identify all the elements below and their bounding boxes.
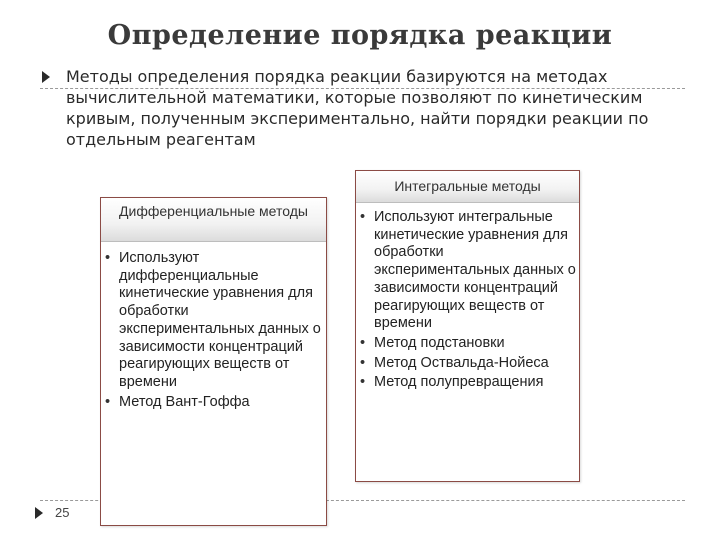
bullet-arrow-icon — [42, 71, 50, 83]
list-item: • Метод Вант-Гоффа — [101, 394, 326, 412]
differential-methods-body — [101, 250, 326, 411]
integral-methods-header: Интегральные методы — [356, 171, 579, 203]
footer-arrow-icon — [35, 507, 43, 519]
list-item: • Метод Оствальда-Нойеса — [356, 355, 579, 373]
integral-methods-body — [356, 209, 579, 392]
differential-methods-box — [100, 197, 327, 526]
list-item: • Используют дифференциальные кинетические уравнения для обработки экспериментальных данных о зависимости концентраций реагирующих веществ от времени — [101, 250, 326, 392]
differential-methods-list — [101, 250, 326, 411]
slide-title: Определение порядка реакции — [107, 20, 613, 51]
list-item: • Метод подстановки — [356, 335, 579, 353]
page-number: 25 — [55, 505, 70, 520]
integral-methods-list — [356, 209, 579, 392]
intro-paragraph: Методы определения порядка реакции базируются на методах вычислительной математики, которые позволяют по кинетическим кривым, полученным экспериментально, найти порядки реакции по отдельным реагентам — [66, 67, 649, 149]
list-item: • Используют интегральные кинетические уравнения для обработки экспериментальных данных о зависимости концентраций реагирующих веществ от времени — [356, 209, 579, 333]
list-item: • Метод полупревращения — [356, 374, 579, 392]
integral-methods-box — [355, 170, 580, 482]
differential-methods-header: Дифференциальные методы — [101, 198, 326, 242]
